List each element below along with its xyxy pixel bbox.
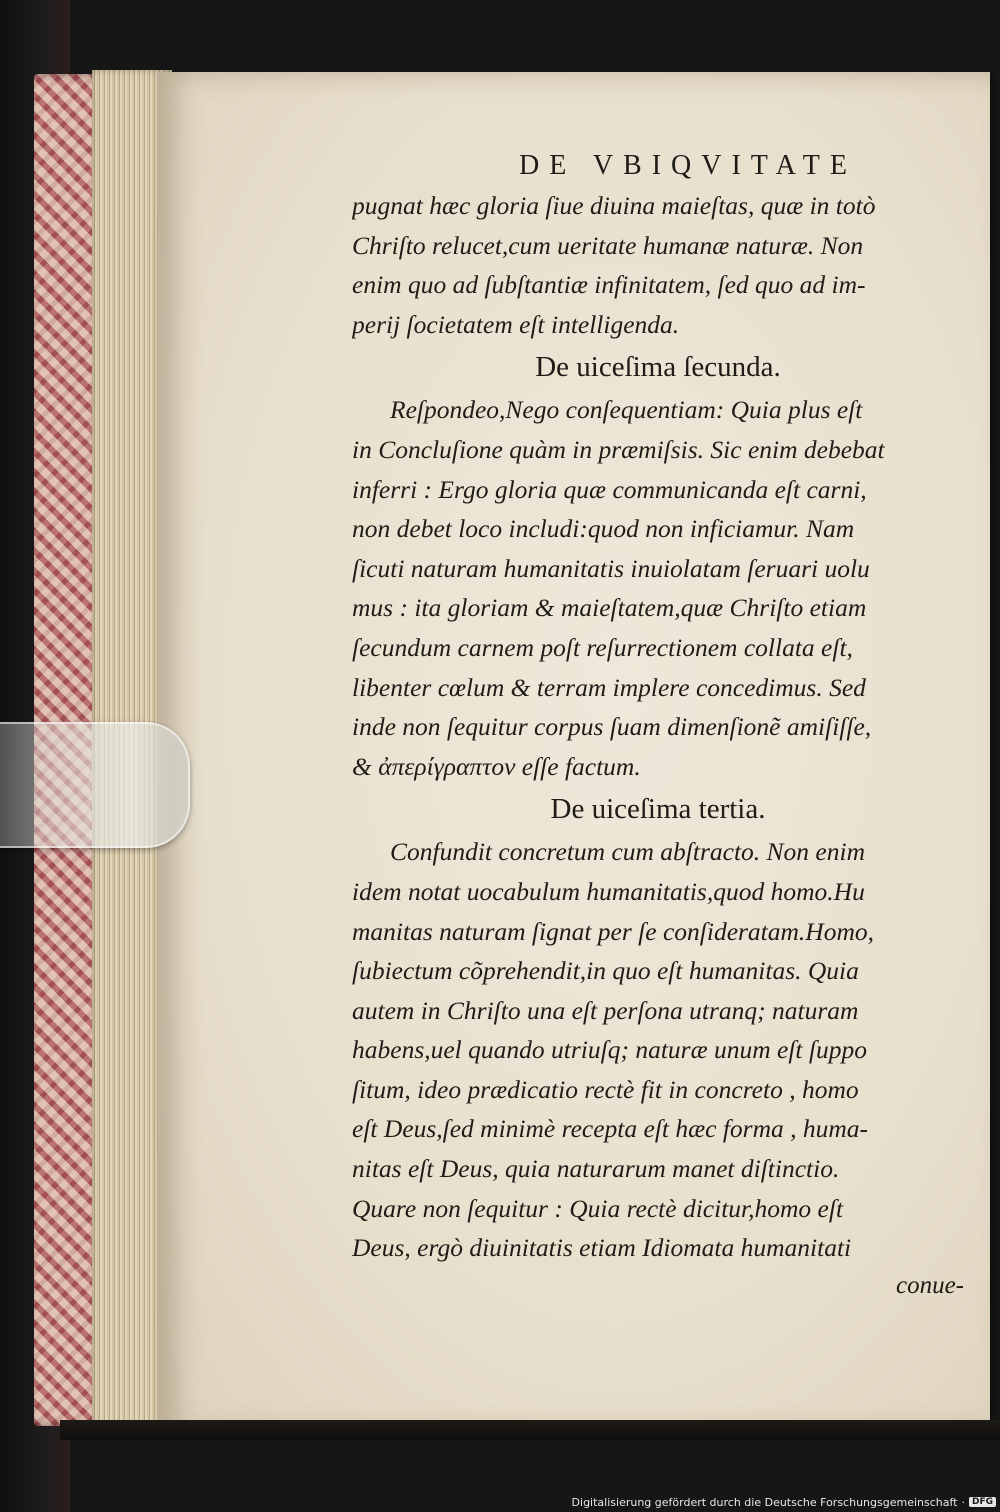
text-line: autem in Chriſto una eſt perſona utranq; naturam [352, 995, 859, 1025]
footer-credit: Digitalisierung gefördert durch die Deutsche Forschungsgemeinschaft [571, 1495, 958, 1509]
text-line: idem notat uocabulum humanitatis,quod homo.Hu [352, 876, 865, 906]
text-line: mus : ita gloriam & maieſtatem,quæ Chriſto etiam [352, 593, 867, 623]
text-line: eſt Deus,ſed minimè recepta eſt hæc forma , huma- [352, 1114, 869, 1144]
text-line: ſicuti naturam humanitatis inuiolatam ſeruari uolu [352, 553, 870, 583]
text-line: inde non ſequitur corpus ſuam dimenſionẽ amiſiſſe, [352, 712, 872, 742]
page-clip [0, 722, 190, 848]
text-line: libenter cœlum & terram implere concedimus. Sed [352, 672, 866, 702]
text-line: & ἀπερίγραπτον eſſe factum. [352, 751, 641, 781]
paragraph-2 [352, 390, 964, 786]
text-line: ſecundum carnem poſt reſurrectionem collata eſt, [352, 632, 853, 662]
text-line: Deus, ergò diuinitatis etiam Idiomata humanitati [352, 1233, 852, 1263]
page-shadow [60, 1420, 1000, 1440]
text-line: Confundit concretum cum abſtracto. Non enim [390, 837, 865, 867]
section-heading: De uiceſima tertia. [550, 793, 766, 826]
paragraph-3 [352, 832, 964, 1268]
catchword: conue- [895, 1271, 964, 1299]
text-line: non debet loco includi:quod non inficiamur. Nam [352, 514, 855, 544]
text-line: in Concluſione quàm in præmiſsis. Sic enim debebat [352, 434, 885, 464]
text-line: nitas eſt Deus, quia naturarum manet diſtinctio. [352, 1154, 840, 1184]
text-line: Quare non ſequitur : Quia rectè dicitur,homo eſt [352, 1193, 844, 1223]
text-line: pugnat hæc gloria ſiue diuina maieſtas, quæ in totò [352, 191, 876, 220]
text-line: habens,uel quando utriuſq; naturæ unum eſt ſuppo [352, 1035, 867, 1065]
dfg-logo-icon: DFG [969, 1497, 996, 1507]
text-line: perij ſocietatem eſt intelligenda. [352, 309, 680, 339]
running-head: DE VBIQVITATE [519, 150, 857, 181]
text-line: manitas naturam ſignat per ſe conſideratam.Homo, [352, 916, 875, 946]
text-line: Chriſto relucet,cum ueritate humanæ naturæ. Non [352, 230, 864, 260]
section-heading: De uiceſima ſecunda. [535, 351, 781, 384]
page-text [352, 150, 964, 1300]
paragraph-1 [352, 186, 964, 344]
text-line: enim quo ad ſubſtantiæ infinitatem, ſed quo ad im- [352, 270, 866, 300]
text-line: inferri : Ergo gloria quæ communicanda eſt carni, [352, 474, 867, 504]
text-line: ſubiectum cõprehendit,in quo eſt humanitas. Quia [352, 956, 859, 986]
text-line: ſitum, ideo prædicatio rectè fit in concreto , homo [352, 1074, 859, 1104]
text-line: Reſpondeo,Nego conſequentiam: Quia plus eſt [390, 395, 863, 425]
digitization-footer: Digitalisierung gefördert durch die Deutsche Forschungsgemeinschaft · DFG [572, 1495, 996, 1509]
